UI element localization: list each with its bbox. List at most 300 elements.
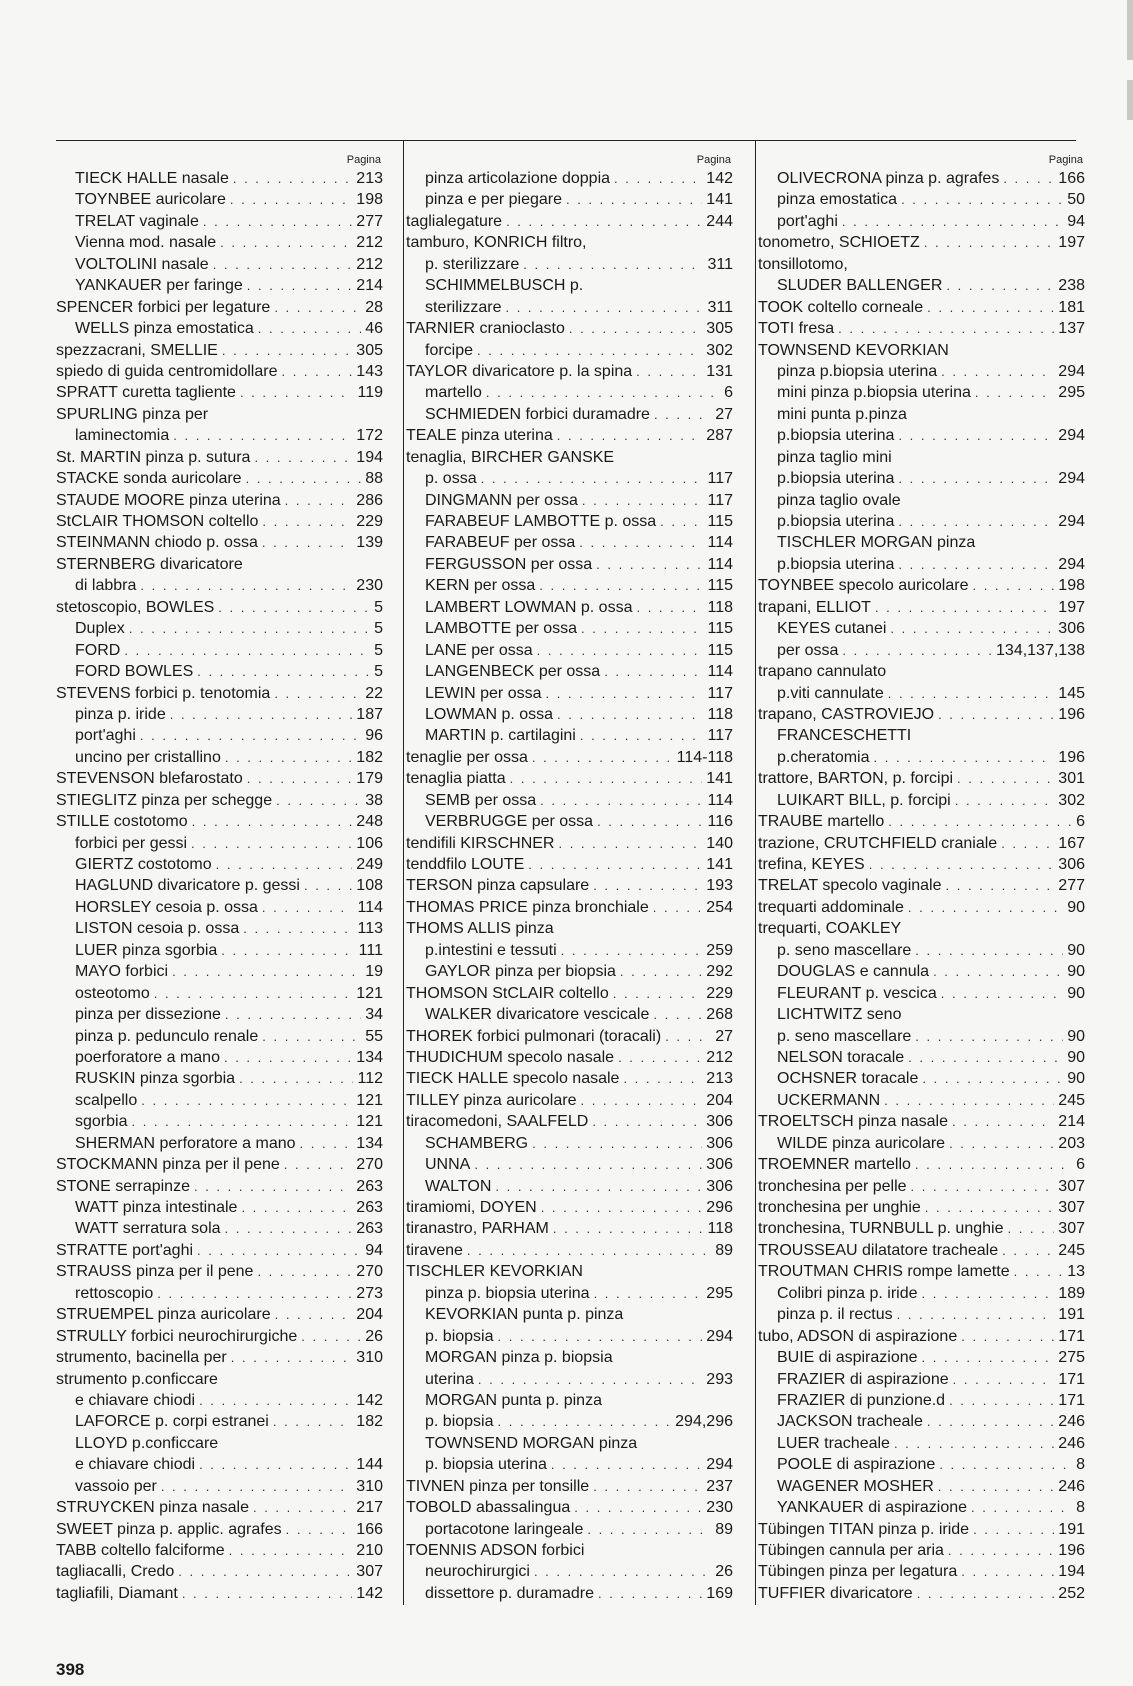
leader-dots bbox=[915, 1026, 1063, 1047]
leader-dots bbox=[952, 1111, 1054, 1132]
leader-dots bbox=[286, 1519, 353, 1540]
entry-page-ref: 169 bbox=[706, 1584, 733, 1602]
entry-page-ref: 189 bbox=[1058, 1284, 1085, 1302]
leader-dots bbox=[925, 1197, 1055, 1218]
entry-term: LANGENBECK per ossa bbox=[425, 663, 601, 681]
leader-dots bbox=[924, 232, 1054, 253]
index-entry bbox=[56, 232, 383, 253]
index-entry bbox=[406, 704, 733, 725]
entry-term: p. biopsia bbox=[425, 1327, 494, 1345]
entry-page-ref: 172 bbox=[356, 427, 383, 445]
entry-page-ref: 90 bbox=[1067, 963, 1085, 981]
leader-dots bbox=[888, 811, 1072, 832]
index-entry bbox=[56, 1047, 383, 1068]
leader-dots bbox=[197, 1240, 361, 1261]
index-entry bbox=[56, 254, 383, 275]
leader-dots bbox=[257, 1261, 352, 1282]
leader-dots bbox=[253, 1497, 352, 1518]
column-header-pagina: Pagina bbox=[1048, 154, 1083, 166]
index-entry bbox=[56, 1326, 383, 1347]
leader-dots bbox=[911, 1176, 1055, 1197]
index-entry bbox=[56, 854, 383, 875]
index-entry bbox=[56, 1004, 383, 1025]
leader-dots bbox=[592, 1111, 702, 1132]
index-entry bbox=[406, 1433, 733, 1454]
entry-term: LUIKART BILL, p. forcipi bbox=[777, 791, 951, 809]
entry-page-ref: 90 bbox=[1067, 1070, 1085, 1088]
entry-page-ref: 302 bbox=[1058, 791, 1085, 809]
entry-term: TOWNSEND KEVORKIAN bbox=[758, 341, 949, 359]
leader-dots bbox=[161, 1476, 352, 1497]
index-entry bbox=[406, 961, 733, 982]
leader-dots bbox=[874, 747, 1055, 768]
index-entry bbox=[406, 211, 733, 232]
entry-list bbox=[56, 168, 383, 1604]
entry-term: LAMBOTTE per ossa bbox=[425, 620, 578, 638]
entry-term: FERGUSSON per ossa bbox=[425, 555, 593, 573]
entry-term: tagliafili, Diamant bbox=[56, 1584, 178, 1602]
entry-term: scalpello bbox=[75, 1091, 138, 1109]
entry-term: port'aghi bbox=[75, 727, 136, 745]
entry-term: SLUDER BALLENGER bbox=[777, 277, 943, 295]
entry-page-ref: 270 bbox=[356, 1156, 383, 1174]
entry-page-ref: 294 bbox=[1058, 555, 1085, 573]
entry-page-ref: 171 bbox=[1058, 1370, 1085, 1388]
leader-dots bbox=[636, 597, 703, 618]
entry-page-ref: 144 bbox=[356, 1456, 383, 1474]
entry-term: p. sterilizzare bbox=[425, 255, 520, 273]
entry-page-ref: 115 bbox=[707, 577, 733, 595]
entry-term: pinza p. biopsia uterina bbox=[425, 1284, 590, 1302]
entry-page-ref: 90 bbox=[1067, 941, 1085, 959]
entry-page-ref: 295 bbox=[1058, 384, 1085, 402]
index-entry bbox=[56, 1540, 383, 1561]
index-column-1 bbox=[56, 152, 383, 1604]
leader-dots bbox=[233, 168, 352, 189]
entry-page-ref: 145 bbox=[1058, 684, 1085, 702]
index-entry bbox=[406, 404, 733, 425]
index-entry bbox=[758, 1090, 1085, 1111]
index-entry bbox=[758, 1133, 1085, 1154]
leader-dots bbox=[898, 468, 1054, 489]
entry-term: tronchesina, TURNBULL p. unghie bbox=[758, 1220, 1004, 1238]
entry-page-ref: 197 bbox=[1058, 234, 1085, 252]
leader-dots bbox=[842, 211, 1063, 232]
index-entry bbox=[406, 983, 733, 1004]
index-entry bbox=[56, 1218, 383, 1239]
entry-term: WALTON bbox=[425, 1177, 492, 1195]
leader-dots bbox=[534, 1561, 711, 1582]
entry-page-ref: 306 bbox=[706, 1156, 733, 1174]
entry-term: STRUYCKEN pinza nasale bbox=[56, 1499, 249, 1517]
entry-term: FORD bbox=[75, 641, 121, 659]
leader-dots bbox=[927, 297, 1054, 318]
index-entry bbox=[56, 768, 383, 789]
index-entry bbox=[758, 897, 1085, 918]
leader-dots bbox=[229, 1540, 353, 1561]
entry-term: tenaglia piatta bbox=[406, 770, 506, 788]
entry-term: LOWMAN p. ossa bbox=[425, 705, 554, 723]
index-entry bbox=[758, 1047, 1085, 1068]
leader-dots bbox=[225, 747, 352, 768]
entry-term: VERBRUGGE per ossa bbox=[425, 813, 594, 831]
leader-dots bbox=[949, 1390, 1054, 1411]
leader-dots bbox=[973, 1519, 1054, 1540]
index-entry bbox=[758, 404, 1085, 425]
leader-dots bbox=[580, 725, 704, 746]
entry-term: laminectomia bbox=[75, 427, 170, 445]
entry-term: p.biopsia uterina bbox=[777, 427, 895, 445]
entry-page-ref: 121 bbox=[356, 984, 383, 1002]
index-entry bbox=[758, 1068, 1085, 1089]
entry-page-ref: 115 bbox=[707, 641, 733, 659]
entry-term: Colibri pinza p. iride bbox=[777, 1284, 918, 1302]
index-entry bbox=[56, 661, 383, 682]
leader-dots bbox=[540, 790, 703, 811]
index-entry bbox=[406, 1540, 733, 1561]
entry-term: tenddfilo LOUTE bbox=[406, 856, 525, 873]
entry-page-ref: 196 bbox=[1058, 1542, 1085, 1559]
entry-page-ref: 263 bbox=[356, 1220, 383, 1238]
entry-page-ref: 275 bbox=[1058, 1349, 1085, 1367]
entry-page-ref: 137 bbox=[1058, 320, 1085, 338]
index-entry bbox=[56, 275, 383, 296]
index-entry bbox=[56, 1411, 383, 1432]
entry-term: YANKAUER di aspirazione bbox=[777, 1499, 968, 1517]
index-entry bbox=[406, 447, 733, 468]
entry-term: UNNA bbox=[425, 1156, 471, 1174]
leader-dots bbox=[569, 318, 702, 339]
entry-page-ref: 19 bbox=[365, 963, 383, 981]
entry-page-ref: 140 bbox=[706, 834, 733, 852]
index-entry bbox=[758, 1283, 1085, 1304]
index-entry bbox=[56, 511, 383, 532]
entry-list bbox=[406, 168, 733, 1604]
leader-dots bbox=[505, 297, 703, 318]
entry-page-ref: 166 bbox=[356, 1520, 383, 1538]
entry-page-ref: 13 bbox=[1067, 1263, 1085, 1281]
entry-term: THOMSON StCLAIR coltello bbox=[406, 984, 609, 1002]
entry-page-ref: 191 bbox=[1058, 1306, 1085, 1324]
index-entry bbox=[406, 1561, 733, 1582]
entry-term: LEWIN per ossa bbox=[425, 684, 542, 702]
entry-page-ref: 6 bbox=[1076, 1156, 1085, 1174]
leader-dots bbox=[154, 983, 353, 1004]
leader-dots bbox=[301, 1326, 361, 1347]
leader-dots bbox=[604, 661, 703, 682]
leader-dots bbox=[467, 1240, 711, 1261]
index-entry bbox=[406, 790, 733, 811]
index-entry bbox=[56, 1133, 383, 1154]
entry-term: BUIE di aspirazione bbox=[777, 1349, 918, 1367]
leader-dots bbox=[908, 897, 1063, 918]
index-entry bbox=[406, 1326, 733, 1347]
leader-dots bbox=[1002, 1240, 1054, 1261]
entry-page-ref: 142 bbox=[356, 1391, 383, 1409]
entry-page-ref: 277 bbox=[1058, 877, 1085, 895]
leader-dots bbox=[1001, 833, 1054, 854]
leader-dots bbox=[917, 1583, 1055, 1604]
index-entry bbox=[758, 168, 1085, 189]
index-entry bbox=[406, 661, 733, 682]
leader-dots bbox=[275, 1304, 353, 1325]
column-header-pagina: Pagina bbox=[696, 154, 731, 166]
leader-dots bbox=[653, 897, 703, 918]
leader-dots bbox=[477, 340, 702, 361]
entry-term: tubo, ADSON di aspirazione bbox=[758, 1327, 958, 1345]
index-entry bbox=[406, 1218, 733, 1239]
leader-dots bbox=[933, 961, 1063, 982]
entry-page-ref: 263 bbox=[356, 1199, 383, 1216]
entry-page-ref: 117 bbox=[707, 727, 733, 745]
index-entry bbox=[758, 382, 1085, 403]
index-entry bbox=[406, 768, 733, 789]
entry-page-ref: 114 bbox=[707, 534, 733, 552]
index-entry bbox=[56, 1304, 383, 1325]
entry-term: p. seno mascellare bbox=[777, 1027, 912, 1045]
entry-term: strumento p.conficcare bbox=[56, 1370, 218, 1388]
entry-page-ref: 134 bbox=[356, 1134, 383, 1152]
entry-page-ref: 112 bbox=[357, 1070, 383, 1088]
index-entry bbox=[56, 1111, 383, 1132]
entry-term: SHERMAN perforatore a mano bbox=[75, 1134, 296, 1152]
entry-term: martello bbox=[425, 384, 482, 402]
index-entry bbox=[56, 1068, 383, 1089]
leader-dots bbox=[972, 575, 1054, 596]
leader-dots bbox=[274, 297, 361, 318]
entry-term: MORGAN pinza p. biopsia bbox=[425, 1349, 613, 1367]
entry-page-ref: 307 bbox=[1058, 1220, 1085, 1238]
entry-page-ref: 119 bbox=[357, 384, 383, 402]
leader-dots bbox=[285, 490, 353, 511]
leader-dots bbox=[1014, 1261, 1064, 1282]
entry-page-ref: 246 bbox=[1058, 1434, 1085, 1452]
leader-dots bbox=[593, 875, 702, 896]
index-entry bbox=[406, 1411, 733, 1432]
entry-term: trapano cannulato bbox=[758, 663, 887, 681]
index-entry bbox=[56, 404, 383, 425]
index-entry bbox=[406, 1369, 733, 1390]
entry-term: DINGMANN per ossa bbox=[425, 491, 578, 509]
leader-dots bbox=[498, 1326, 703, 1347]
entry-page-ref: 5 bbox=[374, 641, 383, 659]
index-entry bbox=[758, 1026, 1085, 1047]
entry-term: p. biopsia uterina bbox=[425, 1456, 547, 1474]
index-entry bbox=[56, 683, 383, 704]
index-entry bbox=[758, 704, 1085, 725]
leader-dots bbox=[284, 1154, 353, 1175]
index-entry bbox=[406, 340, 733, 361]
entry-term: pinza per dissezione bbox=[75, 1006, 221, 1024]
leader-dots bbox=[230, 189, 352, 210]
entry-page-ref: 212 bbox=[356, 255, 383, 273]
leader-dots bbox=[898, 425, 1054, 446]
index-entry bbox=[56, 340, 383, 361]
entry-term: TIECK HALLE specolo nasale bbox=[406, 1070, 620, 1088]
entry-term: spiedo di guida centromidollare bbox=[56, 362, 278, 380]
leader-dots bbox=[537, 640, 704, 661]
entry-page-ref: 198 bbox=[1058, 577, 1085, 595]
entry-term: Tübingen pinza per legatura bbox=[758, 1563, 958, 1581]
index-column-3 bbox=[755, 140, 1085, 1605]
leader-dots bbox=[875, 597, 1054, 618]
index-entry bbox=[406, 1283, 733, 1304]
index-entry bbox=[56, 425, 383, 446]
entry-term: pinza p.biopsia uterina bbox=[777, 362, 938, 380]
entry-term: SCHAMBERG bbox=[425, 1134, 529, 1152]
entry-list bbox=[758, 168, 1085, 1604]
entry-term: STOCKMANN pinza per il pene bbox=[56, 1156, 280, 1174]
leader-dots bbox=[953, 1369, 1055, 1390]
leader-dots bbox=[539, 575, 703, 596]
entry-term: STAUDE MOORE pinza uterina bbox=[56, 491, 281, 509]
entry-page-ref: 296 bbox=[706, 1199, 733, 1216]
leader-dots bbox=[581, 618, 703, 639]
entry-page-ref: 89 bbox=[715, 1241, 733, 1259]
leader-dots bbox=[486, 382, 720, 403]
index-entry bbox=[406, 232, 733, 253]
entry-term: STRULLY forbici neurochirurgiche bbox=[56, 1327, 298, 1345]
index-entry bbox=[406, 1026, 733, 1047]
index-entry bbox=[406, 1519, 733, 1540]
index-entry bbox=[406, 189, 733, 210]
entry-page-ref: 217 bbox=[356, 1499, 383, 1517]
entry-term: tonometro, SCHIOETZ bbox=[758, 234, 920, 252]
index-entry bbox=[758, 1369, 1085, 1390]
leader-dots bbox=[481, 468, 704, 489]
entry-term: trattore, BARTON, p. forcipi bbox=[758, 770, 954, 788]
entry-term: TROELTSCH pinza nasale bbox=[758, 1113, 948, 1131]
index-entry bbox=[406, 897, 733, 918]
leader-dots bbox=[636, 361, 702, 382]
index-entry bbox=[758, 1583, 1085, 1604]
entry-term: trefina, KEYES bbox=[758, 856, 865, 873]
leader-dots bbox=[157, 1283, 352, 1304]
entry-page-ref: 194 bbox=[1058, 1563, 1085, 1581]
leader-dots bbox=[946, 275, 1054, 296]
entry-page-ref: 305 bbox=[356, 341, 383, 359]
entry-term: STEINMANN chiodo p. ossa bbox=[56, 534, 258, 552]
entry-term: tamburo, KONRICH filtro, bbox=[406, 234, 587, 252]
index-entry bbox=[56, 747, 383, 768]
index-entry bbox=[406, 1261, 733, 1282]
index-entry bbox=[406, 1240, 733, 1261]
entry-page-ref: 187 bbox=[356, 705, 383, 723]
index-entry bbox=[758, 1154, 1085, 1175]
entry-page-ref: 294 bbox=[1058, 513, 1085, 530]
entry-term: STRATTE port'aghi bbox=[56, 1241, 194, 1259]
entry-term: FRAZIER di aspirazione bbox=[777, 1370, 949, 1388]
entry-page-ref: 287 bbox=[706, 427, 733, 445]
leader-dots bbox=[247, 768, 353, 789]
index-entry bbox=[406, 725, 733, 746]
index-entry bbox=[758, 725, 1085, 746]
index-entry bbox=[56, 983, 383, 1004]
index-entry bbox=[56, 1519, 383, 1540]
index-entry bbox=[406, 1476, 733, 1497]
leader-dots bbox=[922, 1068, 1063, 1089]
entry-term: tronchesina per pelle bbox=[758, 1177, 907, 1195]
index-entry bbox=[56, 468, 383, 489]
entry-term: p.biopsia uterina bbox=[777, 470, 895, 488]
index-entry bbox=[56, 725, 383, 746]
entry-page-ref: 252 bbox=[1058, 1584, 1085, 1602]
entry-page-ref: 182 bbox=[356, 1413, 383, 1431]
index-entry bbox=[758, 597, 1085, 618]
index-entry bbox=[758, 532, 1085, 553]
entry-term: WATT serratura sola bbox=[75, 1220, 221, 1238]
leader-dots bbox=[173, 425, 352, 446]
index-entry bbox=[56, 1090, 383, 1111]
entry-page-ref: 294 bbox=[1058, 362, 1085, 380]
entry-term: trapano, CASTROVIEJO bbox=[758, 705, 935, 723]
index-entry bbox=[406, 940, 733, 961]
leader-dots bbox=[258, 318, 361, 339]
leader-dots bbox=[194, 1176, 352, 1197]
entry-page-ref: 114 bbox=[707, 791, 733, 809]
entry-term: pinza taglio ovale bbox=[777, 491, 901, 509]
leader-dots bbox=[869, 854, 1055, 875]
leader-dots bbox=[262, 897, 354, 918]
leader-dots bbox=[582, 490, 704, 511]
entry-page-ref: 193 bbox=[706, 877, 733, 895]
leader-dots bbox=[654, 404, 711, 425]
entry-page-ref: 116 bbox=[707, 813, 733, 831]
leader-dots bbox=[955, 790, 1055, 811]
leader-dots bbox=[561, 940, 703, 961]
entry-page-ref: 26 bbox=[365, 1327, 383, 1345]
entry-term: TROEMNER martello bbox=[758, 1156, 911, 1174]
entry-term: pinza emostatica bbox=[777, 191, 898, 209]
entry-term: THOREK forbici pulmonari (toracali) bbox=[406, 1027, 662, 1045]
entry-page-ref: 118 bbox=[707, 705, 733, 723]
index-entry bbox=[56, 1583, 383, 1604]
entry-page-ref: 230 bbox=[706, 1499, 733, 1517]
entry-term: SPRATT curetta tagliente bbox=[56, 384, 236, 402]
leader-dots bbox=[170, 704, 353, 725]
leader-dots bbox=[197, 661, 370, 682]
index-entry bbox=[758, 1261, 1085, 1282]
entry-term: pinza p. il rectus bbox=[777, 1306, 893, 1324]
leader-dots bbox=[922, 1347, 1055, 1368]
entry-term: LAMBERT LOWMAN p. ossa bbox=[425, 598, 633, 616]
index-entry bbox=[406, 833, 733, 854]
entry-term: p.cheratomia bbox=[777, 748, 870, 766]
index-entry bbox=[406, 854, 733, 875]
entry-page-ref: 194 bbox=[356, 448, 383, 466]
index-entry bbox=[406, 425, 733, 446]
leader-dots bbox=[897, 1304, 1055, 1325]
index-entry bbox=[56, 811, 383, 832]
entry-page-ref: 306 bbox=[706, 1113, 733, 1131]
entry-term: YANKAUER per faringe bbox=[75, 277, 243, 295]
entry-page-ref: 94 bbox=[365, 1241, 383, 1259]
entry-term: rettoscopio bbox=[75, 1284, 154, 1302]
leader-dots bbox=[938, 704, 1054, 725]
entry-term: p.intestini e tessuti bbox=[425, 941, 557, 959]
leader-dots bbox=[220, 232, 352, 253]
index-entry bbox=[758, 275, 1085, 296]
leader-dots bbox=[129, 618, 370, 639]
entry-page-ref: 213 bbox=[356, 170, 383, 187]
entry-term: TRELAT specolo vaginale bbox=[758, 877, 942, 895]
entry-term: STACKE sonda auricolare bbox=[56, 470, 242, 488]
index-entry bbox=[56, 575, 383, 596]
entry-term: TRELAT vaginale bbox=[75, 212, 199, 230]
entry-term: trequarti, COAKLEY bbox=[758, 920, 902, 938]
entry-term: OCHSNER toracale bbox=[777, 1070, 919, 1088]
leader-dots bbox=[946, 875, 1055, 896]
